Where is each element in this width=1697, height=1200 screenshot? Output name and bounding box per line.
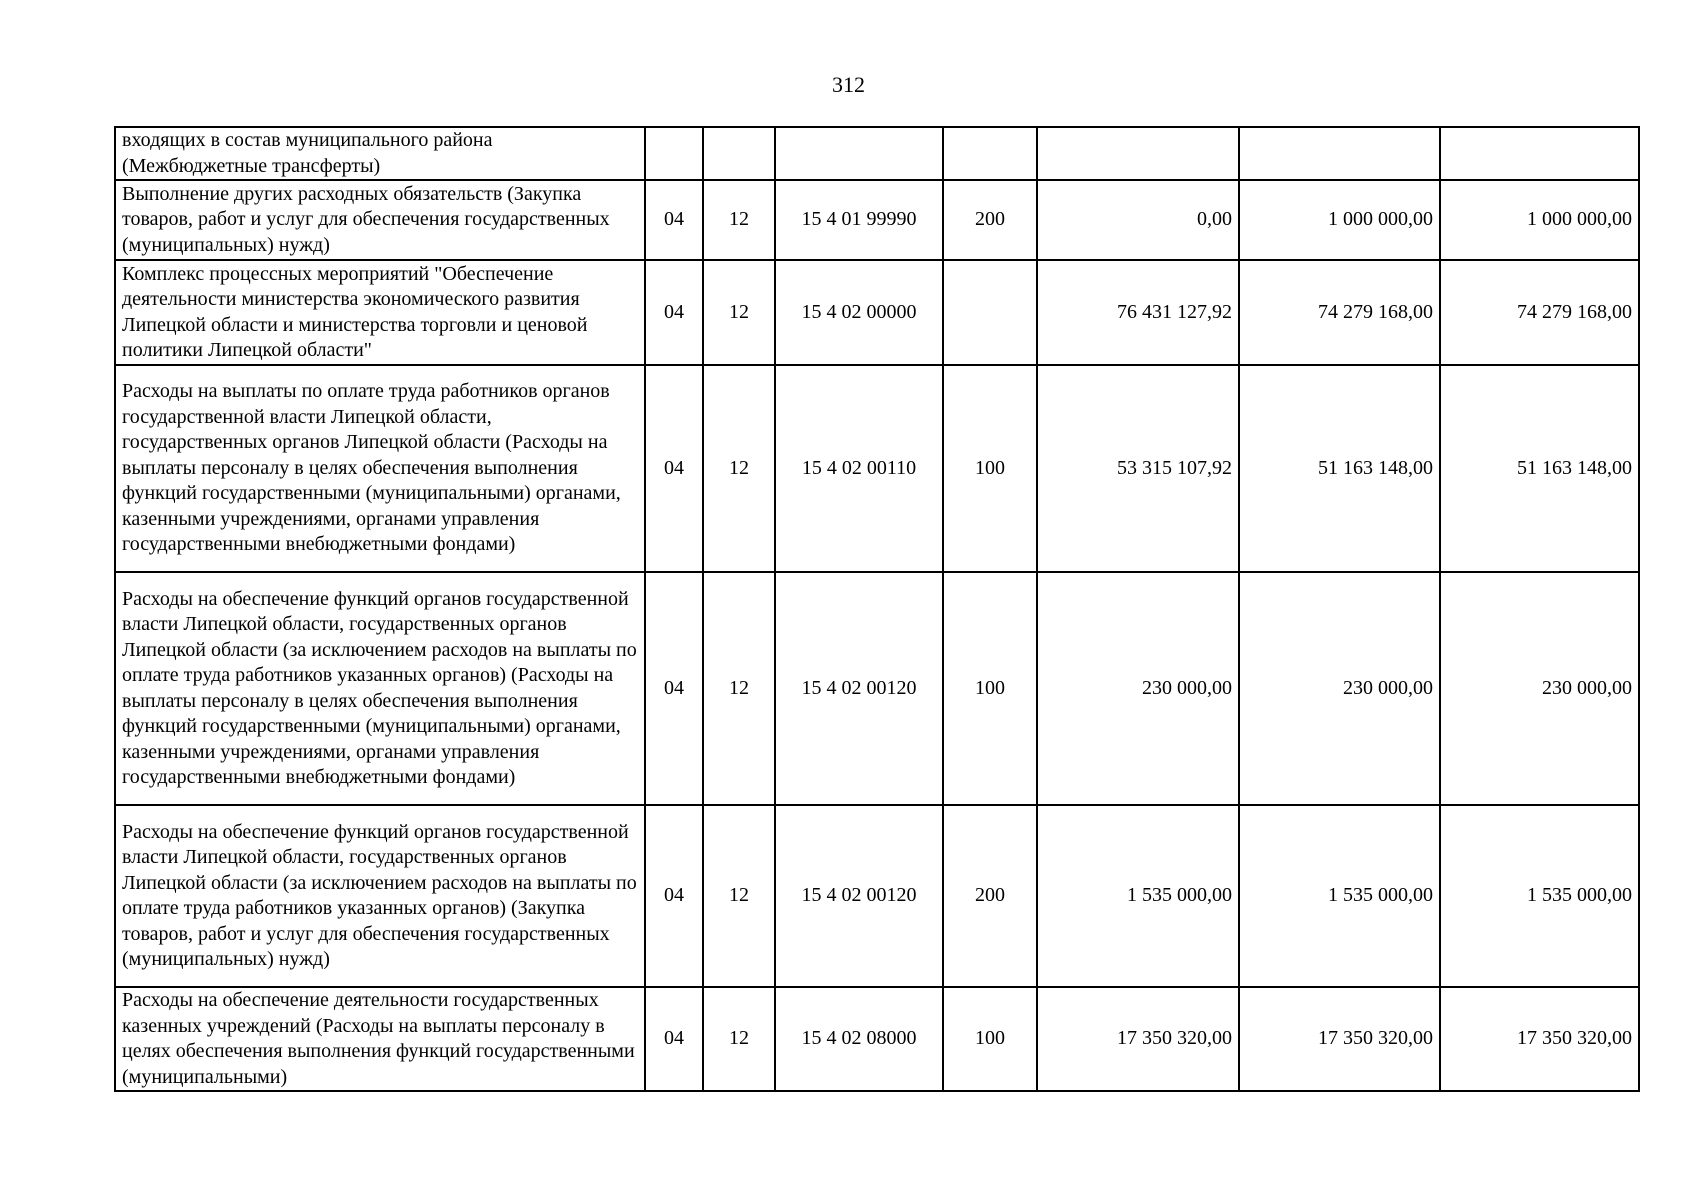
sum-year-1: 230 000,00 [1037,572,1239,805]
target-item-code: 15 4 02 00120 [775,805,943,987]
sum-year-3: 230 000,00 [1440,572,1639,805]
expense-type-code: 100 [943,572,1037,805]
row-description: Расходы на обеспечение деятельности государственных казенных учреждений (Расходы на выплаты персоналу в целях обеспечения выполнения функций государственными (муниципальными) [115,987,645,1091]
target-item-code [775,127,943,180]
sum-year-3: 1 000 000,00 [1440,180,1639,260]
row-description: Расходы на обеспечение функций органов государственной власти Липецкой области, государственных органов Липецкой области (за исключением расходов на выплаты по оплате труда работников указанных органов) (Расходы на выплаты персоналу в целях обеспечения выполнения функций государственными (муниципальными) органами, казенными учреждениями, органами управления государственными внебюджетными фондами) [115,572,645,805]
sum-year-1: 17 350 320,00 [1037,987,1239,1091]
sum-year-1: 76 431 127,92 [1037,260,1239,365]
target-item-code: 15 4 02 00110 [775,365,943,572]
subsection-code: 12 [703,180,775,260]
expense-type-code: 100 [943,987,1037,1091]
sum-year-3 [1440,127,1639,180]
section-code: 04 [645,572,703,805]
row-description: Расходы на выплаты по оплате труда работников органов государственной власти Липецкой области, государственных органов Липецкой области (Расходы на выплаты персоналу в целях обеспечения выполнения функций государственными (муниципальными) органами, казенными учреждениями, органами управления государственными внебюджетными фондами) [115,365,645,572]
sum-year-1: 0,00 [1037,180,1239,260]
table-row [115,572,1639,805]
page-number: 312 [832,72,865,97]
expense-type-code: 200 [943,180,1037,260]
row-description: Выполнение других расходных обязательств (Закупка товаров, работ и услуг для обеспечения государственных (муниципальных) нужд) [115,180,645,260]
sum-year-2 [1239,127,1440,180]
sum-year-3: 1 535 000,00 [1440,805,1639,987]
table-row [115,127,1639,180]
section-code: 04 [645,365,703,572]
sum-year-2: 17 350 320,00 [1239,987,1440,1091]
target-item-code: 15 4 02 00000 [775,260,943,365]
row-description: Расходы на обеспечение функций органов государственной власти Липецкой области, государственных органов Липецкой области (за исключением расходов на выплаты по оплате труда работников указанных органов) (Закупка товаров, работ и услуг для обеспечения государственных (муниципальных) нужд) [115,805,645,987]
sum-year-3: 74 279 168,00 [1440,260,1639,365]
expense-type-code [943,260,1037,365]
subsection-code: 12 [703,365,775,572]
sum-year-1: 1 535 000,00 [1037,805,1239,987]
section-code: 04 [645,987,703,1091]
sum-year-2: 1 535 000,00 [1239,805,1440,987]
row-description: входящих в состав муниципального района (Межбюджетные трансферты) [115,127,645,180]
sum-year-1: 53 315 107,92 [1037,365,1239,572]
sum-year-2: 230 000,00 [1239,572,1440,805]
expense-type-code: 100 [943,365,1037,572]
target-item-code: 15 4 02 00120 [775,572,943,805]
section-code [645,127,703,180]
subsection-code: 12 [703,260,775,365]
sum-year-2: 1 000 000,00 [1239,180,1440,260]
table-row [115,260,1639,365]
expense-type-code: 200 [943,805,1037,987]
table-row [115,987,1639,1091]
sum-year-3: 17 350 320,00 [1440,987,1639,1091]
subsection-code: 12 [703,987,775,1091]
expense-type-code [943,127,1037,180]
table-row [115,180,1639,260]
sum-year-2: 74 279 168,00 [1239,260,1440,365]
row-description: Комплекс процессных мероприятий "Обеспечение деятельности министерства экономического развития Липецкой области и министерства торговли и ценовой политики Липецкой области" [115,260,645,365]
table-row [115,365,1639,572]
section-code: 04 [645,805,703,987]
sum-year-3: 51 163 148,00 [1440,365,1639,572]
subsection-code: 12 [703,572,775,805]
section-code: 04 [645,260,703,365]
target-item-code: 15 4 01 99990 [775,180,943,260]
subsection-code: 12 [703,805,775,987]
subsection-code [703,127,775,180]
target-item-code: 15 4 02 08000 [775,987,943,1091]
budget-table [114,126,1640,1092]
sum-year-1 [1037,127,1239,180]
table-row [115,805,1639,987]
section-code: 04 [645,180,703,260]
sum-year-2: 51 163 148,00 [1239,365,1440,572]
